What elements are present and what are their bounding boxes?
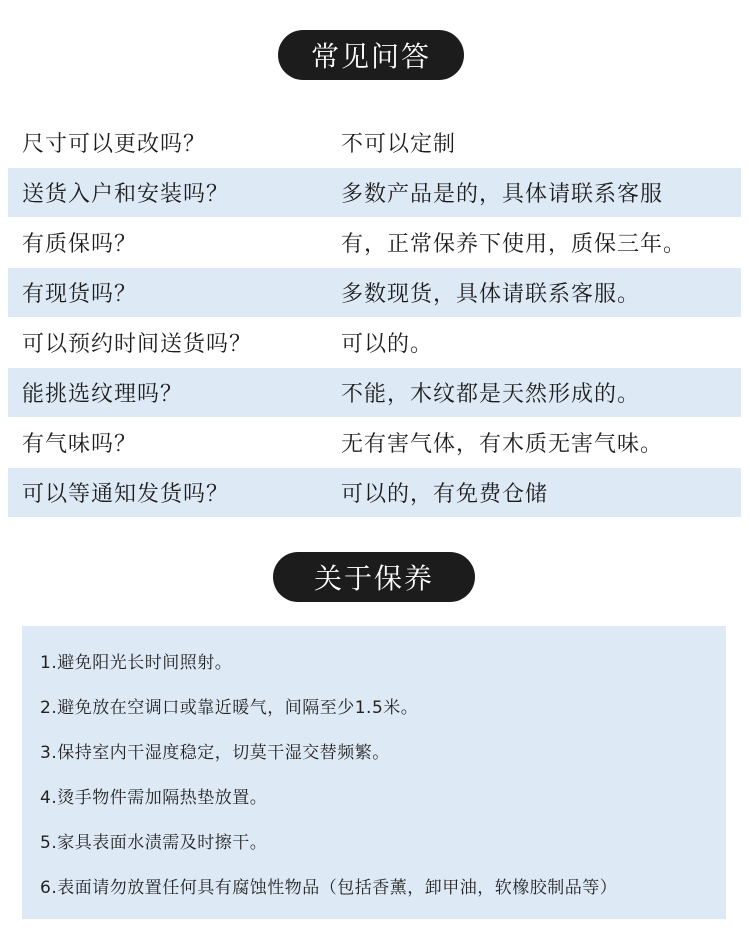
- faq-answer: 可以的，有免费仓储: [341, 482, 549, 507]
- faq-question: 可以等通知发货吗？: [22, 482, 230, 507]
- faq-row: [8, 268, 741, 317]
- care-tip: 5.家具表面水渍需及时擦干。: [40, 833, 268, 853]
- faq-answer: 可以的。: [341, 332, 434, 357]
- faq-answer: 不可以定制: [341, 132, 457, 157]
- faq-question: 尺寸可以更改吗？: [22, 132, 207, 157]
- care-tip: 6.表面请勿放置任何具有腐蚀性物品（包括香薰，卸甲油，软橡胶制品等）: [40, 878, 618, 898]
- faq-question: 送货入户和安装吗？: [22, 182, 230, 207]
- care-tips-box: [22, 626, 726, 919]
- care-tip: 2.避免放在空调口或靠近暖气，间隔至少1.5米。: [40, 698, 419, 718]
- faq-question: 可以预约时间送货吗？: [22, 332, 253, 357]
- faq-section-title: 常见问答: [278, 30, 464, 80]
- care-tip: 1.避免阳光长时间照射。: [40, 653, 233, 673]
- faq-table: [8, 118, 741, 518]
- faq-question: 有质保吗？: [22, 232, 138, 257]
- faq-row: [8, 318, 741, 367]
- faq-question: 有现货吗？: [22, 282, 138, 307]
- care-tip: 4.烫手物件需加隔热垫放置。: [40, 788, 268, 808]
- faq-row: [8, 368, 741, 417]
- care-section-title: 关于保养: [273, 552, 475, 602]
- faq-answer: 不能，木纹都是天然形成的。: [341, 382, 641, 407]
- faq-row: [8, 118, 741, 167]
- faq-question: 能挑选纹理吗？: [22, 382, 184, 407]
- faq-row: [8, 218, 741, 267]
- faq-answer: 多数现货，具体请联系客服。: [341, 282, 641, 307]
- care-tip: 3.保持室内干湿度稳定，切莫干湿交替频繁。: [40, 743, 390, 763]
- faq-row: [8, 168, 741, 217]
- faq-answer: 多数产品是的，具体请联系客服: [341, 182, 664, 207]
- faq-question: 有气味吗？: [22, 432, 138, 457]
- faq-answer: 有，正常保养下使用，质保三年。: [341, 232, 687, 257]
- faq-row: [8, 468, 741, 517]
- faq-row: [8, 418, 741, 467]
- faq-answer: 无有害气体，有木质无害气味。: [341, 432, 664, 457]
